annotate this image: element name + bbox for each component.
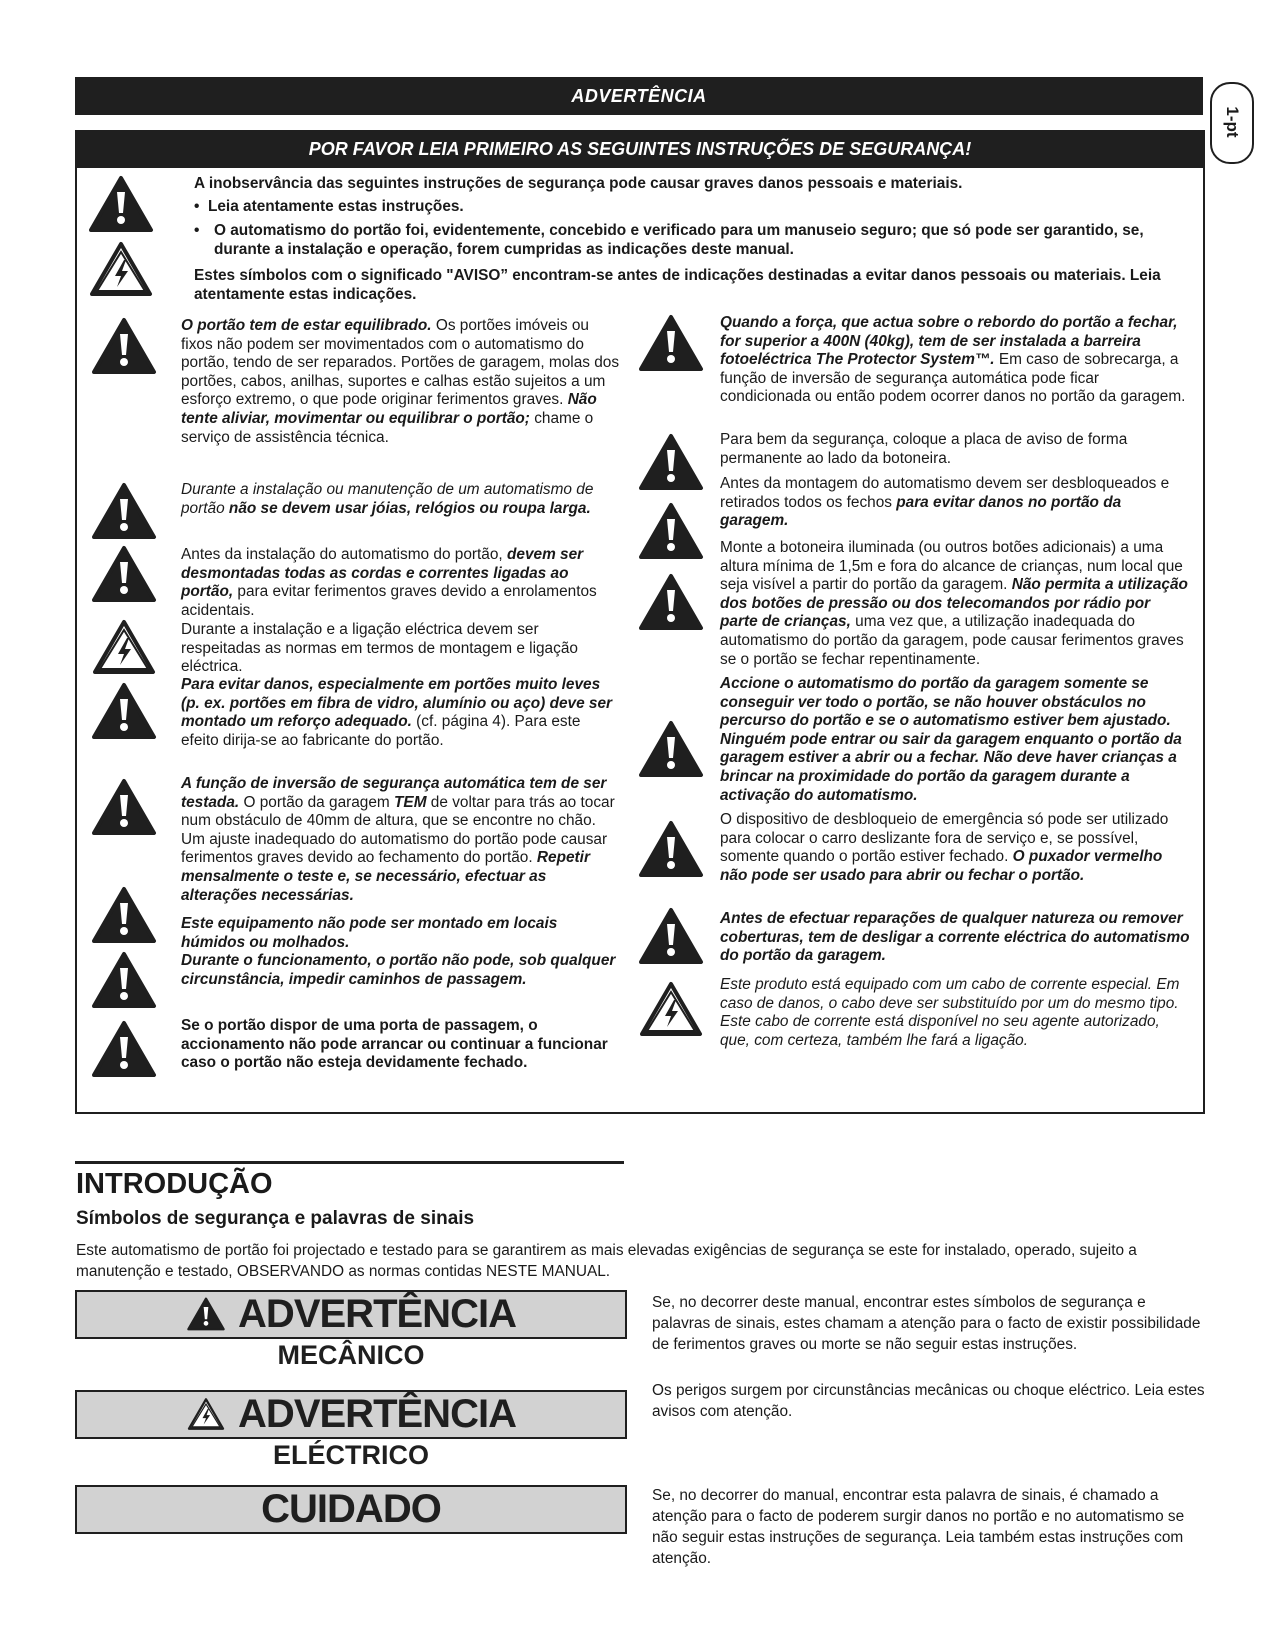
left-p1 [181, 317, 621, 447]
text: Antes da instalação do automatismo do portão, [181, 546, 507, 563]
text: para evitar ferimentos graves devido a enrolamentos acidentais. [181, 583, 597, 619]
warning-triangle-icon [91, 886, 157, 944]
warning-triangle-icon [638, 433, 704, 491]
section-title: INTRODUÇÃO [76, 1168, 273, 1200]
warning-triangle-icon [91, 317, 157, 375]
warning-triangle-icon [91, 1020, 157, 1078]
bullet-text: Leia atentamente estas instruções. [207, 198, 464, 215]
bullet: • [194, 222, 200, 239]
signal-word: ADVERTÊNCIA [238, 1392, 516, 1436]
warning-triangle-icon [91, 482, 157, 540]
text: O portão da garagem [239, 793, 395, 811]
left-p5 [181, 676, 621, 750]
right-p6 [720, 811, 1190, 885]
page-tab [1210, 82, 1254, 164]
text: Os portões imóveis ou fixos não podem ser movimentados com o automatismo do portão, tendo de ser reparados. Portões de garagem, molas dos portões, cabos, anilhas, suportes e calhas estão sujeitos a um esforço extremo, o que pode originar ferimentos graves. [181, 317, 620, 409]
section-text: Este automatismo de portão foi projectado e testado para se garantirem as mais elevadas exigências de segurança se este for instalado, operado, sujeito a manutenção e testado, OBSERVANDO as normas contidas NESTE MANUAL. [76, 1242, 1137, 1280]
text: Em caso de sobrecarga, a função de inversão de segurança automática pode ficar condicionada ou então podem ocorrer danos no portão da garagem. [720, 351, 1186, 406]
emphasis: TEM [394, 793, 427, 811]
page-number: 1-pt [1223, 106, 1242, 138]
safety-box-header: POR FAVOR LEIA PRIMEIRO AS SEGUINTES INSTRUÇÕES DE SEGURANÇA! [77, 130, 1203, 168]
emphasis: Não permita a utilização dos botões de pressão ou dos telecomandos por rádio por parte de crianças, [720, 576, 1188, 631]
emphasis: Não tente aliviar, movimentar ou equilibrar o portão; [181, 391, 597, 427]
warning-triangle-icon [91, 682, 157, 740]
box-intro-bullet2 [194, 222, 1194, 259]
warning-mechanical-label [75, 1290, 627, 1339]
emphasis: A função de inversão de segurança automática tem de ser testada. [181, 775, 607, 811]
right-p7: Antes de efectuar reparações de qualquer natureza ou remover coberturas, tem de desligar a corrente eléctrica do automatismo do portão da garagem. [720, 910, 1190, 965]
signal-category: MECÂNICO [277, 1340, 425, 1370]
warning-note-p2: Os perigos surgem por circunstâncias mecânicas ou choque eléctrico. Leia estes avisos com atenção. [652, 1382, 1205, 1420]
section-subtitle: Símbolos de segurança e palavras de sinais [76, 1208, 475, 1229]
warning-triangle-icon [91, 951, 157, 1009]
left-p3 [181, 546, 621, 620]
warning-triangle-icon [88, 175, 154, 233]
text: chame o serviço de assistência técnica. [181, 409, 594, 446]
caution-note: Se, no decorrer do manual, encontrar esta palavra de sinais, é chamado a atenção para o facto de poderem surgir danos no portão e no automatismo se não seguir estas instruções de segurança. Leia também estas instruções com atenção. [652, 1487, 1185, 1567]
emphasis: O portão tem de estar equilibrado. [181, 317, 432, 334]
warning-header: ADVERTÊNCIA [75, 77, 1203, 115]
warning-triangle-icon [638, 720, 704, 778]
electric-shock-icon [88, 240, 154, 298]
text: (cf. página 4). Para este efeito dirija-se ao fabricante do portão. [181, 713, 581, 749]
right-p2: Para bem da segurança, coloque a placa de aviso de forma permanente ao lado da botoneira. [720, 431, 1128, 467]
left-p9: Se o portão dispor de uma porta de passagem, o accionamento não pode arrancar ou continuar a funcionar caso o portão não esteja devidamente fechado. [181, 1017, 608, 1072]
bullet: • [194, 198, 208, 215]
text: Monte a botoneira iluminada (ou outros botões adicionais) a uma altura mínima de 1,5m e fora do alcance de crianças, num local que seja visível a partir do portão da garagem. [720, 539, 1183, 594]
left-p4: Durante a instalação e a ligação eléctrica devem ser respeitadas as normas em termos de montagem e ligação eléctrica. [181, 621, 578, 676]
left-p7: Este equipamento não pode ser montado em locais húmidos ou molhados. [181, 915, 558, 951]
warning-triangle-icon [638, 314, 704, 372]
emphasis: O puxador vermelho não pode ser usado para abrir ou fechar o portão. [720, 848, 1163, 884]
signal-category: ELÉCTRICO [272, 1440, 429, 1470]
electric-shock-icon [638, 980, 704, 1038]
warning-triangle-icon [91, 778, 157, 836]
emphasis: Repetir mensalmente o teste e, se necessário, efectuar as alterações necessárias. [181, 849, 590, 904]
warning-triangle-icon [638, 907, 704, 965]
text: O dispositivo de desbloqueio de emergência só pode ser utilizado para colocar o carro deslizante fora de serviço e, se possível, somente quando o portão estiver fechado. [720, 811, 1169, 866]
signal-word: CUIDADO [261, 1487, 441, 1531]
right-p8: Este produto está equipado com um cabo de corrente especial. Em caso de danos, o cabo deve ser substituído por um do mesmo tipo. Este cabo de corrente está disponível no seu agente autorizado, que, com certeza, também lhe fará a ligação. [720, 976, 1180, 1049]
right-p4 [720, 539, 1192, 669]
warning-triangle-icon [638, 820, 704, 878]
text: Antes da montagem do automatismo devem ser desbloqueados e retirados todos os fechos [720, 475, 1170, 511]
warning-triangle-icon [638, 502, 704, 560]
caution-label [75, 1485, 627, 1534]
left-p8: Durante o funcionamento, o portão não pode, sob qualquer circunstância, impedir caminhos de passagem. [181, 952, 616, 988]
section-divider [75, 1161, 624, 1164]
right-p5: Accione o automatismo do portão da garagem somente se conseguir ver todo o portão, se não houver obstáculos no percurso do portão e se o automatismo estiver bem ajustado. Ninguém pode entrar ou sair da garagem enquanto o portão da garagem estiver a abrir ou a fechar. Não deve haver crianças a brincar na proximidade do portão da garagem durante a activação do automatismo. [720, 675, 1182, 804]
electric-shock-icon [186, 1397, 226, 1431]
left-p6 [181, 775, 621, 905]
warning-triangle-icon [91, 545, 157, 603]
electric-shock-icon [91, 618, 157, 676]
box-intro-line1: A inobservância das seguintes instruções de segurança pode causar graves danos pessoais e materiais. [194, 175, 963, 192]
bullet-text: O automatismo do portão foi, evidentemente, concebido e verificado para um manuseio seguro; que só pode ser garantido, se, durante a instalação e operação, forem cumpridas as indicações deste manual. [214, 222, 1144, 258]
signal-word: ADVERTÊNCIA [238, 1292, 516, 1336]
warning-triangle-icon [186, 1297, 226, 1331]
text: de voltar para trás ao tocar num obstáculo de 40mm de altura, que se encontre no chão. Um ajuste inadequado do automatismo do portão pode causar ferimentos graves devido ao fechamento do portão. [181, 793, 615, 867]
right-p1 [720, 314, 1190, 407]
box-intro-line2: Estes símbolos com o significado "AVISO” encontram-se antes de indicações destinadas a evitar danos pessoais ou materiais. Leia atentamente estas indicações. [194, 267, 1161, 303]
emphasis: Quando a força, que actua sobre o rebordo do portão a fechar, for superior a 400N (40kg), tem de ser instalada a barreira fotoeléctrica The Protector System™. [720, 314, 1178, 369]
text: uma vez que, a utilização inadequada do automatismo do portão da garagem, pode causar ferimentos graves se o portão se fechar repentinamente. [720, 613, 1184, 668]
warning-triangle-icon [638, 573, 704, 631]
left-p2 [181, 481, 621, 518]
emphasis: para evitar danos no portão da garagem. [720, 493, 1122, 530]
emphasis: devem ser desmontadas todas as cordas e correntes ligadas ao portão, [181, 546, 584, 601]
emphasis: não se devem usar jóias, relógios ou roupa larga. [228, 499, 591, 517]
emphasis: Para evitar danos, especialmente em portões muito leves (p. ex. portões em fibra de vidro, alumínio ou aço) deve ser montado um reforço adequado. [181, 676, 613, 731]
box-intro-bullet1 [194, 198, 1194, 217]
warning-electrical-label [75, 1390, 627, 1439]
warning-note-p1: Se, no decorrer deste manual, encontrar estes símbolos de segurança e palavras de sinais, estes chamam a atenção para o facto de existir possibilidade de ferimentos graves ou morte se não seguir estas instruções. [652, 1294, 1201, 1353]
right-p3 [720, 475, 1190, 531]
text: Durante a instalação ou manutenção de um automatismo de portão [181, 481, 594, 517]
